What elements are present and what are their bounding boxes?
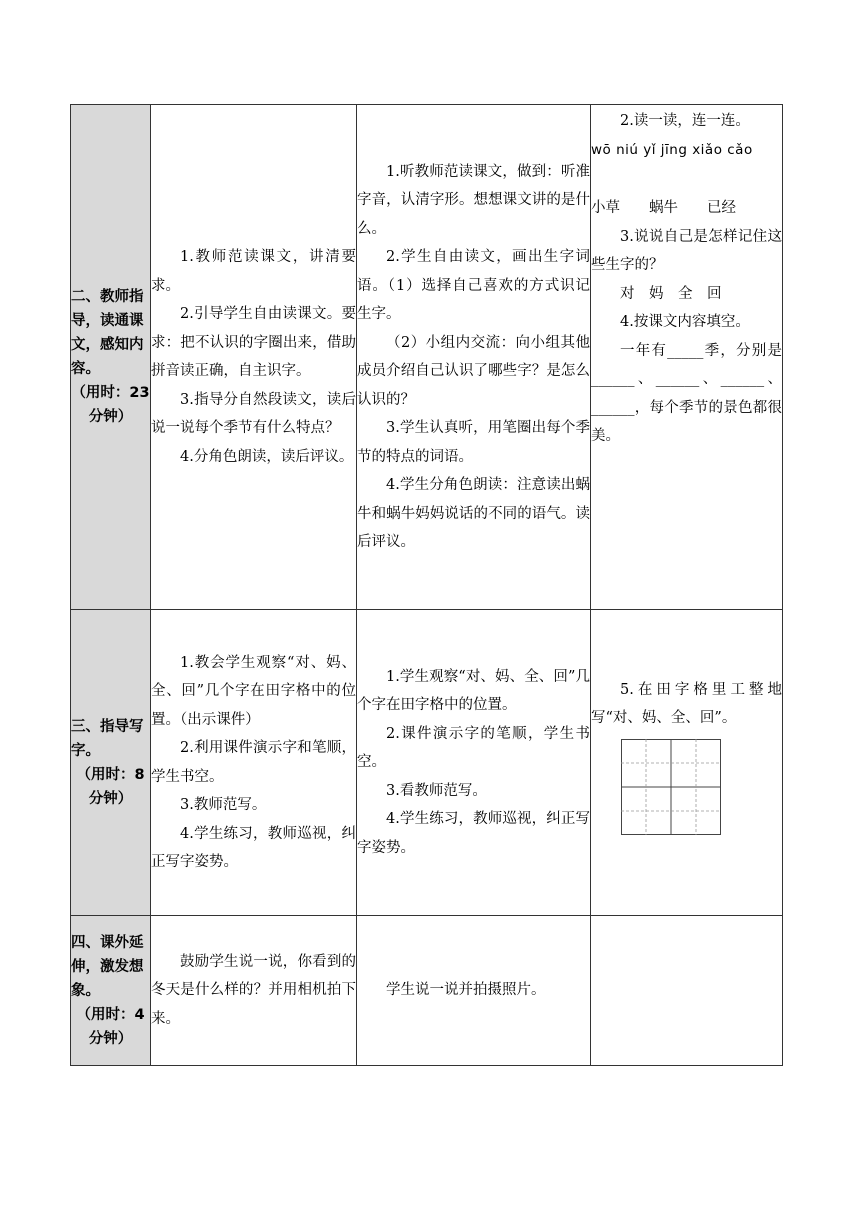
teacher-activity-cell bbox=[151, 916, 357, 1066]
student-step: 3.看教师范写。 bbox=[386, 782, 487, 799]
exercise-q2: 2.读一读，连一连。 bbox=[620, 113, 750, 129]
student-activity-cell bbox=[357, 610, 591, 916]
student-step: 2.课件演示字的笔顺，学生书空。 bbox=[357, 725, 590, 771]
tian-zi-ge-grid bbox=[621, 739, 782, 846]
student-step: 4.学生分角色朗读：注意读出蜗牛和蜗牛妈妈说话的不同的语气。读后评议。 bbox=[357, 477, 590, 550]
student-activity-cell bbox=[357, 916, 591, 1066]
student-step: 2.学生自由读文，画出生字词语。（1）选择自己喜欢的方式识记生字。 bbox=[357, 249, 590, 322]
student-step: （2）小组内交流：向小组其他成员介绍自己认识了哪些字？是怎么认识的？ bbox=[357, 334, 590, 408]
teacher-step: 2.利用课件演示字和笔顺，学生书空。 bbox=[151, 740, 356, 785]
exercise-pinyin: wō niú yǐ jīng xiǎo cǎo bbox=[591, 141, 753, 158]
teacher-step: 1.教师范读课文，讲清要求。 bbox=[151, 249, 356, 294]
lesson-plan-table bbox=[70, 104, 783, 1066]
teacher-step: 鼓励学生说一说，你看到的冬天是什么样的？并用相机拍下来。 bbox=[151, 953, 356, 1027]
stage-time: （用时：4分钟） bbox=[76, 1006, 145, 1047]
exercise-cell bbox=[591, 610, 783, 916]
teacher-step: 3.指导分自然段读文，读后说一说每个季节有什么特点？ bbox=[151, 391, 356, 436]
stage-row-2 bbox=[71, 105, 783, 610]
stage-title: 二、教师指导，读通课文，感知内容。 bbox=[71, 289, 144, 377]
stage-time: （用时：23分钟） bbox=[71, 385, 150, 425]
teacher-step: 3.教师范写。 bbox=[180, 797, 267, 813]
student-step: 3.学生认真听，用笔圈出每个季节的特点的词语。 bbox=[357, 420, 590, 465]
student-activity-cell bbox=[357, 105, 591, 610]
exercise-cell bbox=[591, 105, 783, 610]
exercise-q4: 4.按课文内容填空。 bbox=[620, 314, 750, 330]
student-step: 1.学生观察“对、妈、全、回”几个字在田字格中的位置。 bbox=[357, 668, 590, 714]
blank-line bbox=[591, 164, 782, 194]
stage-title: 四、课外延伸，激发想象。 bbox=[71, 934, 144, 999]
teacher-activity-cell bbox=[151, 610, 357, 916]
student-step: 1.听教师范读课文，做到：听准字音，认清字形。想想课文讲的是什么。 bbox=[357, 163, 590, 237]
exercise-q5: 5.在田字格里工整地写“对、妈、全、回”。 bbox=[591, 681, 782, 727]
stage-row-3 bbox=[71, 610, 783, 916]
tian-zi-ge-icon bbox=[621, 739, 721, 835]
student-step: 学生说一说并拍摄照片。 bbox=[386, 982, 546, 999]
student-step: 4.学生练习，教师巡视，纠正写字姿势。 bbox=[357, 811, 590, 856]
exercise-words: 小草 蜗牛 已经 bbox=[591, 200, 736, 216]
exercise-chars: 对 妈 全 回 bbox=[620, 285, 722, 302]
stage-cell bbox=[71, 916, 151, 1066]
teacher-step: 1.教会学生观察“对、妈、全、回”几个字在田字格中的位置。（出示课件） bbox=[151, 654, 356, 728]
teacher-step: 4.分角色朗读，读后评议。 bbox=[180, 448, 354, 465]
exercise-fill: 一年有_____季，分别是______、______、______、______，每个季节的景色都很美。 bbox=[591, 342, 782, 444]
exercise-cell-empty bbox=[591, 916, 783, 1066]
stage-cell bbox=[71, 610, 151, 916]
stage-row-4 bbox=[71, 916, 783, 1066]
teacher-step: 4.学生练习，教师巡视，纠正写字姿势。 bbox=[151, 825, 356, 870]
teacher-step: 2.引导学生自由读课文。要求：把不认识的字圈出来，借助拼音读正确，自主识字。 bbox=[151, 306, 356, 379]
teacher-activity-cell bbox=[151, 105, 357, 610]
stage-time: （用时：8分钟） bbox=[76, 766, 145, 807]
stage-cell bbox=[71, 105, 151, 610]
stage-title: 三、指导写字。 bbox=[71, 718, 144, 759]
exercise-q3: 3.说说自己是怎样记住这些生字的？ bbox=[591, 228, 782, 273]
